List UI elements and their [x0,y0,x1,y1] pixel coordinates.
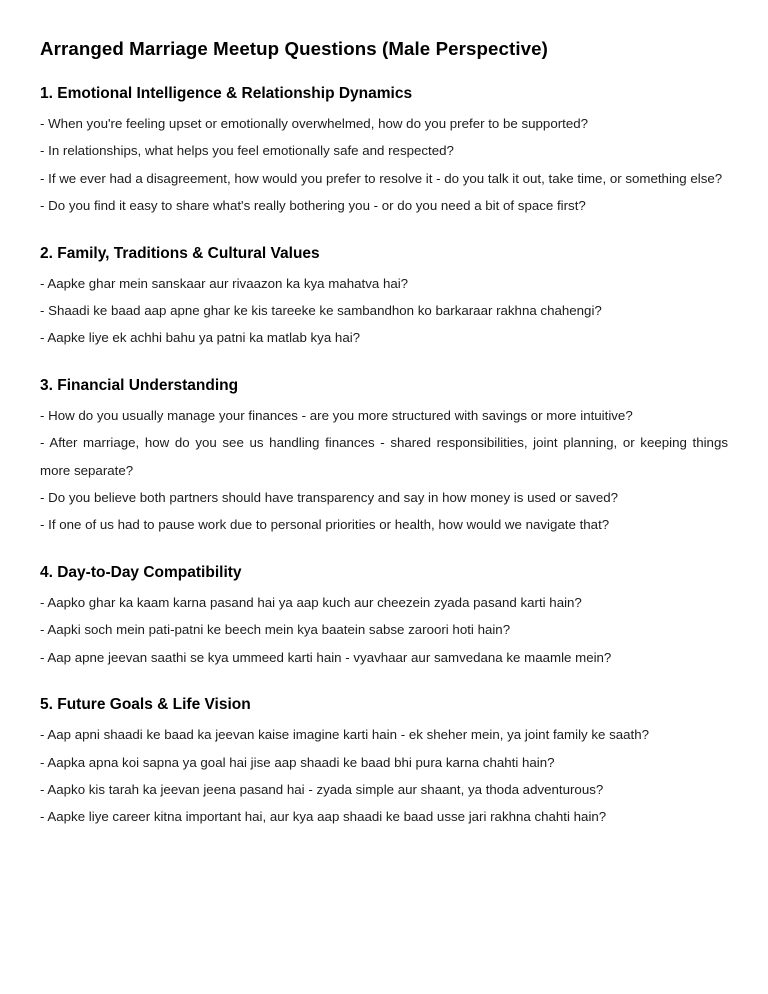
question-section [40,84,728,220]
question-item: - When you're feeling upset or emotionally overwhelmed, how do you prefer to be supported? [40,116,589,131]
question-section [40,376,728,539]
section-heading: 1. Emotional Intelligence & Relationship Dynamics [40,85,413,102]
question-item: - Aapke liye ek achhi bahu ya patni ka matlab kya hai? [40,330,361,346]
question-item: - Shaadi ke baad aap apne ghar ke kis tareeke ke sambandhon ko barkaraar rakhna chahengi? [40,303,602,319]
sections [40,84,728,831]
question-item: - Aapko ghar ka kaam karna pasand hai ya aap kuch aur cheezein zyada pasand karti hain? [40,594,582,610]
question-item: - Aap apni shaadi ke baad ka jeevan kaise imagine karti hain - ek sheher mein, ya joint family ke saath? [40,727,650,743]
question-item: - If one of us had to pause work due to personal priorities or health, how would we navigate that? [40,517,610,533]
section-heading: 2. Family, Traditions & Cultural Values [40,244,320,262]
section-heading: 4. Day-to-Day Compatibility [40,563,242,581]
question-item: - After marriage, how do you see us handling finances - shared responsibilities, joint planning, or keeping things more separate? [40,435,728,478]
question-item: - Aapke liye career kitna important hai, aur kya aap shaadi ke baad usse jari rakhna chahti hain? [40,809,607,825]
question-item: - Aap apne jeevan saathi se kya ummeed karti hain - vyavhaar aur samvedana ke maamle mein? [40,649,612,665]
question-section [40,244,728,352]
section-heading: 5. Future Goals & Life Vision [40,696,251,714]
question-item: - In relationships, what helps you feel emotionally safe and respected? [40,143,454,159]
question-item: - Aapke ghar mein sanskaar aur rivaazon ka kya mahatva hai? [40,275,409,291]
question-section [40,695,728,831]
question-item: - How do you usually manage your finances - are you more structured with savings or more intuitive? [40,407,633,423]
question-item: - If we ever had a disagreement, how would you prefer to resolve it - do you talk it out, take time, or something else? [40,170,723,186]
question-item: - Aapka apna koi sapna ya goal hai jise aap shaadi ke baad bhi pura karna chahti hain? [40,754,555,770]
question-item: - Aapki soch mein pati-patni ke beech mein kya baatein sabse zaroori hoti hain? [40,622,511,638]
question-item: - Do you believe both partners should have transparency and say in how money is used or saved? [40,490,619,506]
page-title: Arranged Marriage Meetup Questions (Male Perspective) [40,38,548,59]
question-item: - Do you find it easy to share what's really bothering you - or do you need a bit of space first? [40,198,586,214]
question-section [40,563,728,671]
section-heading: 3. Financial Understanding [40,376,239,394]
question-item: - Aapko kis tarah ka jeevan jeena pasand hai - zyada simple aur shaant, ya thoda adventurous? [40,781,604,797]
